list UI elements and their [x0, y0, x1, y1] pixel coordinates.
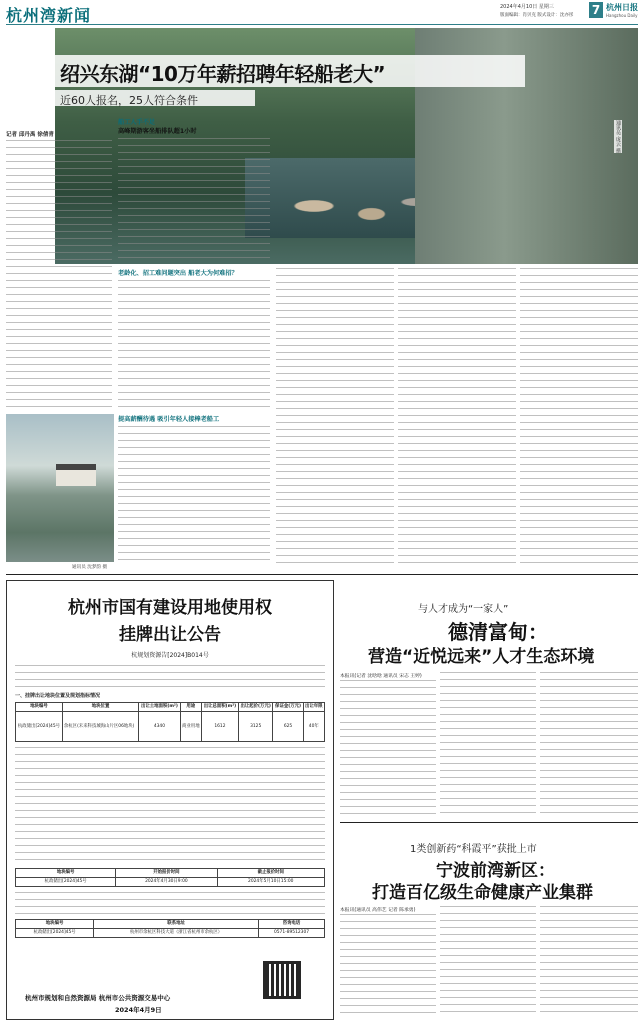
table1-header: 出让年限 — [303, 703, 324, 712]
table1-cell: 杭政储出[2024]45号 — [16, 712, 63, 742]
table1-header: 出让总面积(m²) — [202, 703, 239, 712]
table-land-plots — [15, 702, 325, 742]
table-row — [16, 878, 325, 887]
page-number: 7 — [591, 3, 601, 17]
table3-cell: 杭政储出[2024]45号 — [16, 929, 94, 938]
paper-name-en: Hangzhou Daily — [606, 13, 638, 18]
deqing-bottom-rule — [340, 822, 638, 823]
table2-header: 开始报价时间 — [116, 869, 217, 878]
table1-header: 保证金(万元) — [273, 703, 303, 712]
table3-header: 联系地址 — [94, 920, 259, 929]
section-title: 杭州湾新闻 — [6, 6, 92, 25]
lead-small-photo — [6, 414, 114, 562]
land-notice — [6, 580, 334, 1020]
masthead — [0, 0, 644, 26]
table1-cell: 40年 — [303, 712, 324, 742]
table1-header: 地块位置 — [62, 703, 138, 712]
section1-tag: 船工人手不足 — [118, 119, 156, 126]
paper-logo-icon: 杭州日报 — [606, 2, 638, 12]
notice-intro — [15, 665, 325, 689]
ningbo-col2 — [440, 906, 536, 1018]
notice-body-b — [15, 892, 325, 916]
lead-col1-text — [6, 140, 112, 412]
table2-cell: 杭政储出[2024]45号 — [16, 878, 116, 887]
table1-caption: 一、挂牌出让地块位置及规划指标情况 — [15, 693, 101, 699]
page-number-badge — [589, 2, 603, 18]
lead-col2-text-b — [118, 280, 270, 408]
table-row — [16, 929, 325, 938]
section3-title: 提高薪酬待遇 吸引年轻人接棒老船工 — [118, 416, 220, 423]
photo-house — [56, 464, 96, 486]
table2-cell: 2024年5月10日15:00 — [217, 878, 325, 887]
lead-col2-text-c — [118, 426, 270, 566]
date-line: 2024年4月10日 星期三 — [500, 4, 554, 10]
table1-header-row — [16, 703, 325, 712]
table1-cell: 1612 — [202, 712, 239, 742]
deqing-col1 — [340, 680, 436, 818]
table-contact — [15, 919, 325, 938]
table2-header: 地块编号 — [16, 869, 116, 878]
ningbo-col3 — [540, 906, 638, 1018]
table3-cell: 0571-89512307 — [259, 929, 325, 938]
deqing-headline-2: 营造“近悦远来”人才生态环境 — [368, 647, 595, 667]
qr-code-icon — [263, 961, 301, 999]
table3-header-row — [16, 920, 325, 929]
lead-subheadline: 近60人报名，25人符合条件 — [60, 94, 198, 107]
ningbo-headline-1: 宁波前湾新区： — [436, 861, 555, 881]
table2-header: 截止报价时间 — [217, 869, 325, 878]
notice-title-line1: 杭州市国有建设用地使用权 — [68, 598, 272, 618]
table2-cell: 2024年4月30日9:00 — [116, 878, 217, 887]
table1-header: 出让土地面积(m²) — [139, 703, 180, 712]
table1-header: 用途 — [180, 703, 201, 712]
ningbo-col1 — [340, 914, 436, 1018]
ningbo-headline-2: 打造百亿级生命健康产业集群 — [372, 883, 593, 903]
lead-col3-text — [276, 268, 394, 568]
lead-bottom-rule — [6, 574, 638, 575]
deqing-col2 — [440, 672, 536, 818]
table3-header: 地块编号 — [16, 920, 94, 929]
table3-header: 咨询电话 — [259, 920, 325, 929]
ningbo-kicker: 1类创新药“科霞平”获批上市 — [410, 844, 537, 855]
lead-headline: 绍兴东湖“10万年薪招聘年轻船老大” — [60, 62, 386, 86]
table2-header-row — [16, 869, 325, 878]
section1-title: 高峰期游客坐船排队超1小时 — [118, 128, 197, 135]
section2-title: 老龄化、招工难问题突出 船老大为何难招？ — [118, 270, 238, 277]
deqing-headline-1: 德清富甸： — [448, 620, 548, 644]
table-bid-times — [15, 868, 325, 887]
photo-credit-right: 通讯员 庞云 摄 — [615, 120, 621, 154]
table3-cell: 杭州市余杭区科技大道（浙江省杭州市余杭区） — [94, 929, 259, 938]
ningbo-byline: 本报讯(通讯员 高伟艺 记者 陈承勇) — [340, 908, 416, 913]
notice-footer-date: 2024年4月9日 — [115, 1006, 162, 1014]
notice-body-a — [15, 747, 325, 865]
table1-cell: 商业用地 — [180, 712, 201, 742]
lead-byline: 记者 邱丹禹 徐倩青 — [6, 132, 54, 138]
lead-col2-text-a — [118, 138, 270, 260]
lead-col4-text — [398, 268, 516, 568]
table1-cell: 625 — [273, 712, 303, 742]
table1-header: 地块编号 — [16, 703, 63, 712]
notice-footer-org: 杭州市规划和自然资源局 杭州市公共资源交易中心 — [25, 994, 171, 1002]
table-row — [16, 712, 325, 742]
table1-cell: 3125 — [238, 712, 273, 742]
deqing-col3 — [540, 672, 638, 818]
masthead-rule — [6, 24, 638, 25]
notice-doc-number: 杭规划资源告[2024]B014号 — [131, 652, 209, 659]
deqing-byline: 本报讯(记者 沈晗晗 通讯员 宋志 王婷) — [340, 674, 422, 679]
table1-header: 出让起价(万元) — [238, 703, 273, 712]
editor-line: 版面编辑：肖贝克 版式设计：沈亦彤 — [500, 13, 574, 18]
table1-cell: 余杭区(未来科技城海山片区06地块) — [62, 712, 138, 742]
deqing-kicker: 与人才成为“一家人” — [418, 604, 509, 615]
notice-title-line2: 挂牌出让公告 — [119, 625, 221, 645]
table1-cell: 4340 — [139, 712, 180, 742]
photo-credit-bottom: 通讯员 沈梦韵 摄 — [72, 565, 108, 570]
lead-col5-text — [520, 268, 638, 568]
